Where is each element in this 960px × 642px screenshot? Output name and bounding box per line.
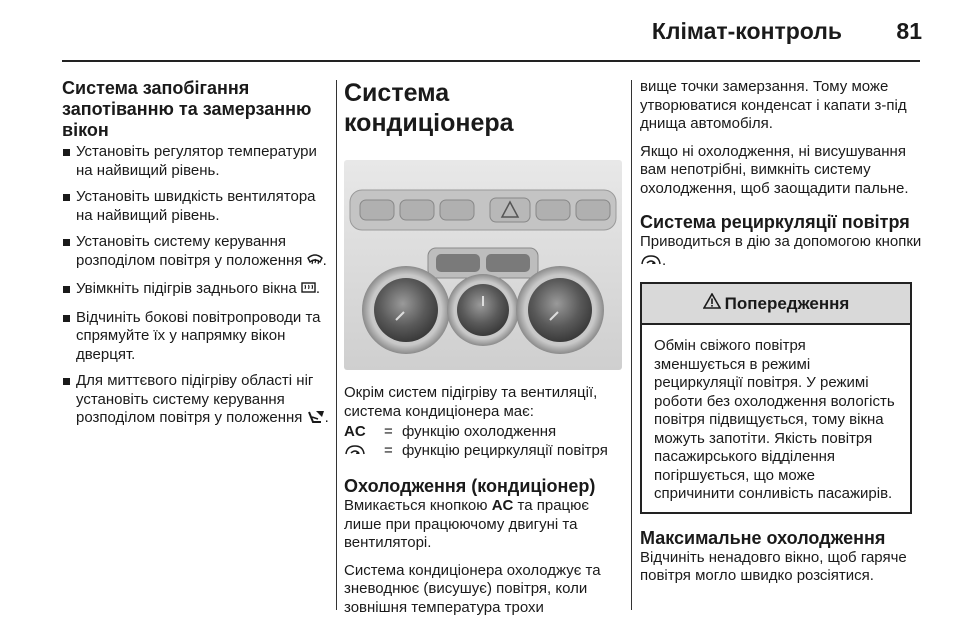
cooling-text-2: Система кондиціонера охолоджує та зневоднює (висушує) повітря, коли зовнішня температура трохи bbox=[344, 561, 601, 616]
warning-triangle-icon bbox=[703, 293, 721, 314]
page-number: 81 bbox=[896, 18, 922, 44]
list-item: Установіть систему керування розподілом повітря у положення . bbox=[62, 233, 332, 272]
list-item: Установіть швидкість вентилятора на найвищий рівень. bbox=[62, 188, 332, 225]
ac-system-heading: Система кондиціонера bbox=[344, 79, 514, 137]
recirculation-icon bbox=[640, 253, 662, 273]
cooling-heading: Охолодження (кондиціонер) bbox=[344, 476, 596, 496]
continued-text: вище точки замерзання. Тому може утворюватися конденсат і капати з-під днища автомобіля. bbox=[640, 78, 907, 132]
rear-window-heat-icon bbox=[301, 281, 316, 301]
definition-row: AC = функцію охолодження bbox=[344, 423, 557, 440]
list-item: Увімкніть підігрів заднього вікна . bbox=[62, 280, 332, 301]
page-header bbox=[0, 0, 960, 60]
list-item: Відчиніть бокові повітропроводи та спрямуйте їх у напрямку вікон дверцят. bbox=[62, 309, 332, 365]
max-cooling-heading: Максимальне охолодження bbox=[640, 527, 886, 548]
warning-box bbox=[640, 282, 912, 514]
warning-title: Попередження bbox=[724, 293, 850, 313]
cooling-off-text: Якщо ні охолодження, ні висушування вам непотрібні, вимкніть систему охолодження, щоб заощадити пальне. bbox=[640, 142, 909, 197]
cooling-text: Вмикається кнопкою AC та працює лише при працюючому двигуні та вентиляторі. bbox=[344, 497, 590, 551]
recirculation-icon bbox=[344, 443, 366, 463]
defog-steps bbox=[62, 143, 332, 430]
column-1 bbox=[62, 78, 332, 430]
temperature-knob bbox=[374, 278, 438, 342]
defog-heading: Система запобігання запотіванню та замерзанню вікон bbox=[62, 78, 312, 140]
column-divider bbox=[631, 80, 632, 610]
recirculation-text: Приводиться в дію за допомогою кнопки . bbox=[640, 233, 926, 272]
footwell-windshield-icon bbox=[307, 409, 325, 430]
recirculation-heading: Система рециркуляції повітря bbox=[640, 212, 910, 232]
chapter-title: Клімат-контроль bbox=[651, 18, 842, 44]
climate-panel-figure bbox=[344, 160, 622, 370]
windshield-defrost-icon bbox=[307, 253, 323, 273]
column-divider bbox=[336, 80, 337, 610]
ac-term: AC bbox=[344, 423, 366, 440]
list-item: Установіть регулятор температури на найвищий рівень. bbox=[62, 143, 332, 180]
column-2 bbox=[344, 78, 624, 617]
fan-speed-knob bbox=[457, 284, 509, 336]
ac-definitions bbox=[344, 423, 624, 462]
warning-header bbox=[642, 284, 910, 325]
climate-panel-photo bbox=[344, 160, 622, 370]
ac-intro: Окрім систем підігріву та вентиляції, система кондиціонера має: bbox=[344, 384, 598, 420]
definition-row: = функцію рециркуляції повітря bbox=[344, 442, 624, 463]
header-rule bbox=[62, 60, 920, 62]
warning-text: Обмін свіжого повітря зменшується в режимі рециркуляції повітря. У режимі роботи без охолодження вологість повітря підвищується, тому вікна можуть запотіти. Якість повітря пасажирського відділення погіршується, що може спричинити сонливість пасажирів. bbox=[654, 337, 895, 502]
air-distribution-knob bbox=[528, 278, 592, 342]
max-cooling-text: Відчиніть ненадовго вікно, щоб гаряче повітря могло швидко розсіятися. bbox=[640, 548, 907, 584]
column-3 bbox=[640, 78, 926, 586]
list-item: Для миттєвого підігріву області ніг установіть систему керування розподілом повітря у положення . bbox=[62, 372, 332, 430]
